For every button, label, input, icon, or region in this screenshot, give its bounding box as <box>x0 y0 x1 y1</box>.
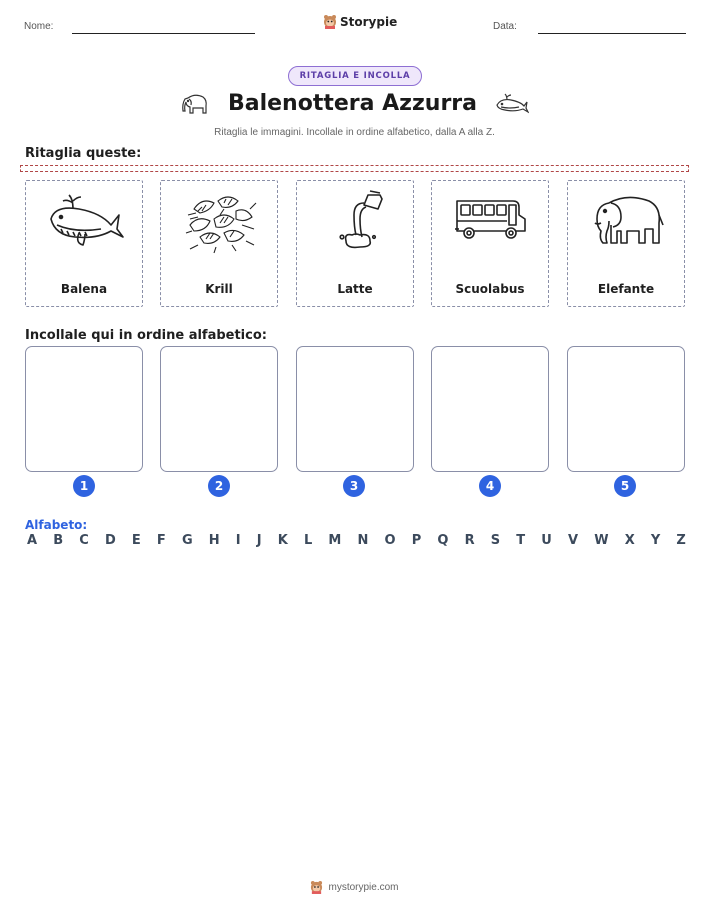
cut-card-scuolabus[interactable] <box>431 180 549 307</box>
name-line <box>72 33 255 34</box>
paste-heading: Incollale qui in ordine alfabetico: <box>25 328 267 343</box>
whale-icon <box>45 189 125 255</box>
alphabet-letter: Q <box>437 533 449 548</box>
alphabet-letter: Z <box>676 533 686 548</box>
whale-icon <box>495 93 529 115</box>
alphabet-letter: C <box>79 533 89 548</box>
footer-url[interactable]: mystorypie.com <box>328 881 399 893</box>
brand-logo <box>323 14 397 29</box>
slot-number-1: 1 <box>73 475 95 497</box>
alphabet-letter: F <box>156 533 166 548</box>
alphabet-letter: O <box>384 533 396 548</box>
alphabet-letter: X <box>624 533 635 548</box>
brand-name: Storypie <box>340 14 398 29</box>
krill-icon <box>180 189 260 255</box>
cut-card-krill[interactable] <box>160 180 278 307</box>
alphabet-letter: D <box>104 533 116 548</box>
alphabet-letter: E <box>131 533 141 548</box>
alphabet-letter: L <box>303 533 313 548</box>
mascot-icon <box>323 14 337 29</box>
paste-box-1[interactable] <box>25 346 143 472</box>
milk-icon <box>316 189 396 255</box>
alphabet-letter: Y <box>650 533 661 548</box>
slot-number-5: 5 <box>614 475 636 497</box>
alphabet-letter: W <box>594 533 609 548</box>
alphabet-letter: J <box>256 533 262 548</box>
card-label-balena: Balena <box>60 282 108 296</box>
activity-badge: RITAGLIA E INCOLLA <box>288 66 422 86</box>
cut-card-balena[interactable] <box>25 180 143 307</box>
elephant-icon <box>587 189 667 255</box>
alphabet-letter: A <box>27 533 38 548</box>
instructions: Ritaglia le immagini. Incollale in ordine alfabetico, dalla A alla Z. <box>214 127 495 138</box>
footer <box>0 880 709 894</box>
paste-box-2[interactable] <box>160 346 278 472</box>
slot-number-3: 3 <box>343 475 365 497</box>
alphabet-letter: M <box>328 533 342 548</box>
cut-line <box>20 165 689 172</box>
alphabet-letter: B <box>53 533 64 548</box>
page-title-row <box>0 91 709 116</box>
alphabet-letter: T <box>516 533 526 548</box>
alphabet-letter: R <box>464 533 475 548</box>
card-label-scuolabus: Scuolabus <box>455 282 525 296</box>
paste-box-3[interactable] <box>296 346 414 472</box>
alphabet-letter: U <box>541 533 552 548</box>
alphabet-letter: K <box>277 533 288 548</box>
paste-box-5[interactable] <box>567 346 685 472</box>
elephant-icon <box>180 92 210 116</box>
mascot-icon <box>310 880 323 894</box>
alphabet-letter: N <box>357 533 369 548</box>
name-label: Nome: <box>24 21 54 32</box>
alphabet-letter: H <box>208 533 220 548</box>
date-label: Data: <box>493 21 517 32</box>
cut-card-latte[interactable] <box>296 180 414 307</box>
card-label-elefante: Elefante <box>597 282 655 296</box>
school-bus-icon <box>451 189 531 255</box>
alphabet-letter: I <box>235 533 241 548</box>
page-title: Balenottera Azzurra <box>227 91 477 116</box>
slot-number-2: 2 <box>208 475 230 497</box>
alphabet-letter: P <box>411 533 422 548</box>
card-label-krill: Krill <box>205 282 233 296</box>
alphabet-letter: V <box>568 533 579 548</box>
alphabet-letter: G <box>181 533 193 548</box>
date-line <box>538 33 686 34</box>
card-label-latte: Latte <box>337 282 373 296</box>
cut-card-elefante[interactable] <box>567 180 685 307</box>
alphabet-row <box>27 533 686 548</box>
alphabet-heading: Alfabeto: <box>25 518 88 532</box>
slot-number-4: 4 <box>479 475 501 497</box>
alphabet-letter: S <box>490 533 501 548</box>
paste-box-4[interactable] <box>431 346 549 472</box>
cut-heading: Ritaglia queste: <box>25 146 142 161</box>
